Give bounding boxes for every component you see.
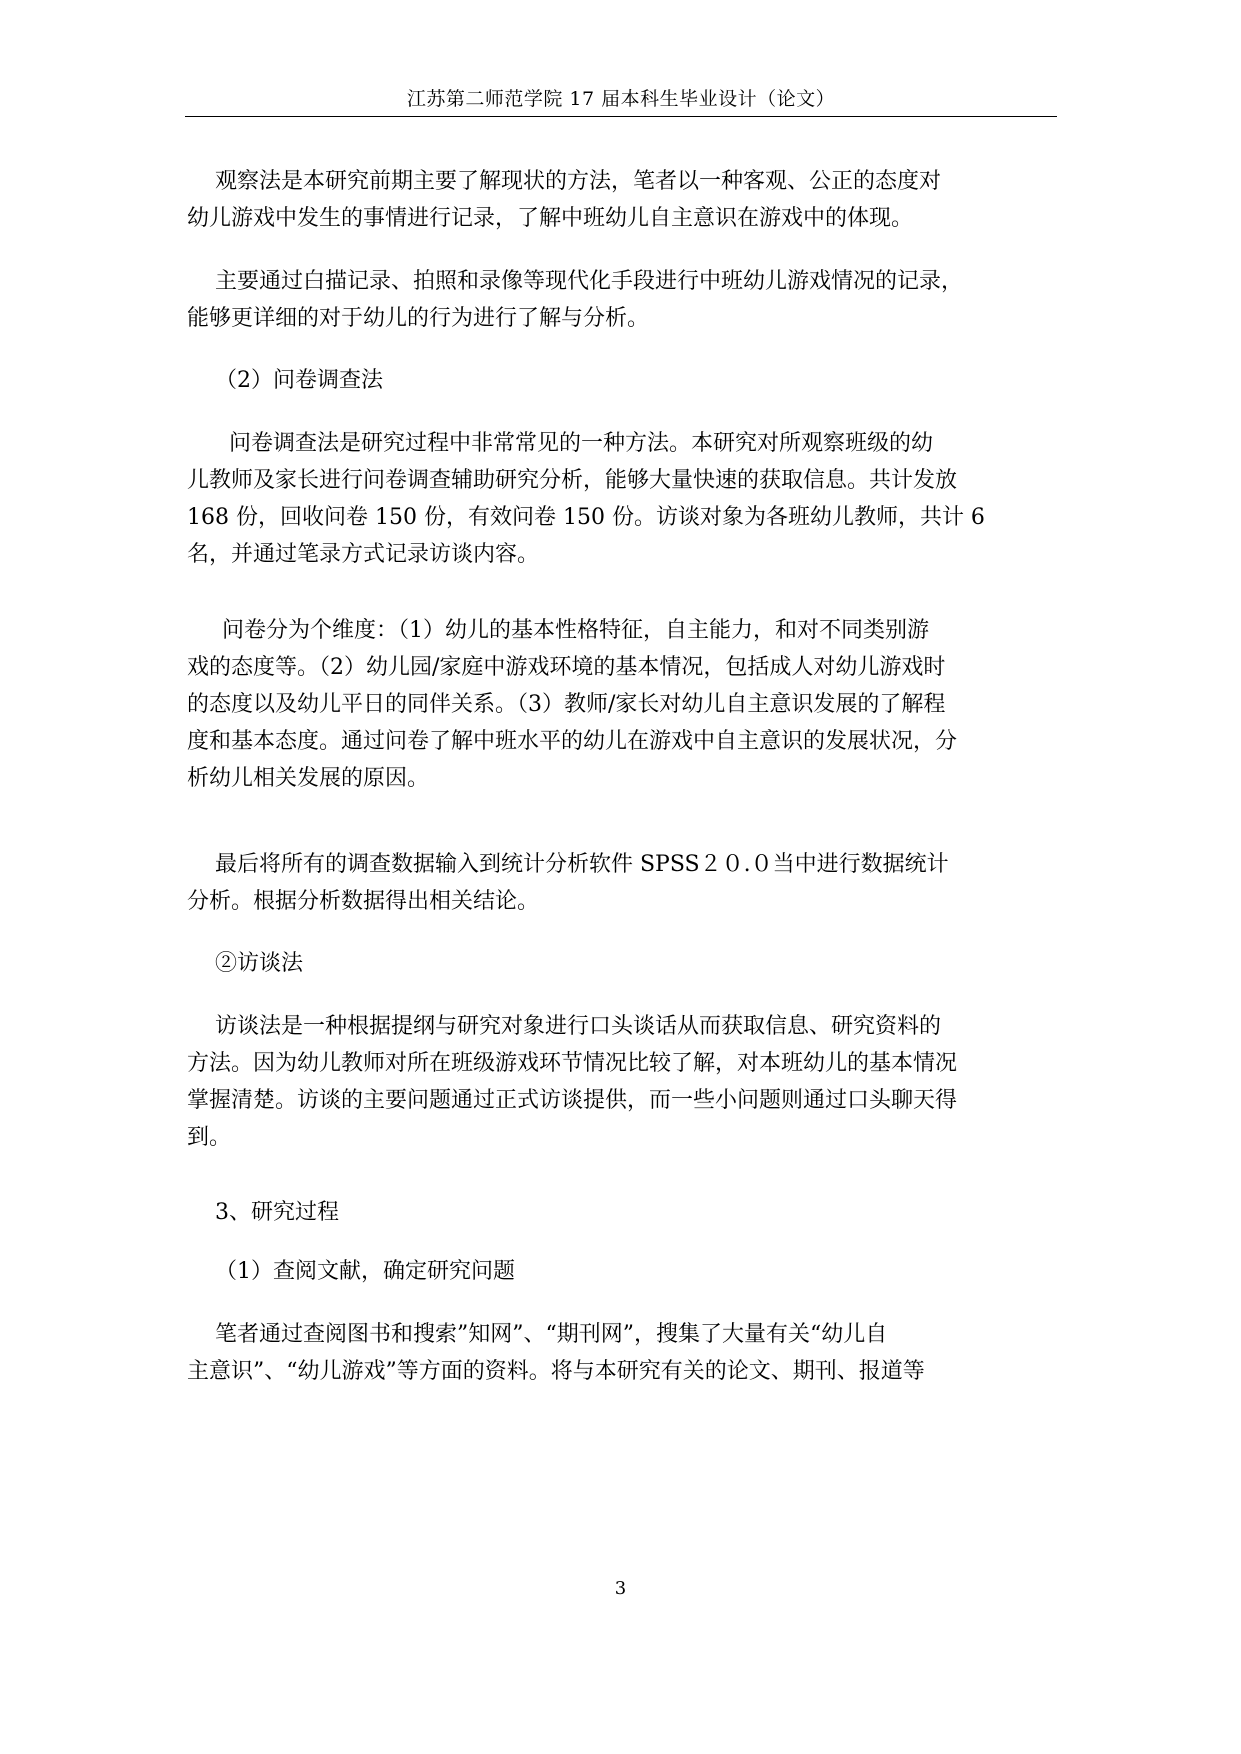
text-line: 最后将所有的调查数据输入到统计分析软件 SPSS２０.０当中进行数据统计 [187, 852, 949, 877]
text-line: 到。 [187, 1125, 232, 1150]
text-line: 168 份，回收问卷 150 份，有效问卷 150 份。访谈对象为各班幼儿教师，共计 6 [187, 505, 985, 530]
text-line: 3、研究过程 [187, 1200, 339, 1225]
paragraph [187, 1194, 1055, 1231]
paragraph [187, 263, 1055, 337]
paragraph [187, 425, 1055, 573]
paragraph [187, 362, 1055, 399]
paragraph [187, 1253, 1055, 1290]
text-line: 度和基本态度。通过问卷了解中班水平的幼儿在游戏中自主意识的发展状况，分 [187, 729, 958, 754]
text-line: 访谈法是一种根据提纲与研究对象进行口头谈话从而获取信息、研究资料的 [187, 1014, 941, 1039]
text-line: 戏的态度等。（2）幼儿园/家庭中游戏环境的基本情况，包括成人对幼儿游戏时 [187, 655, 946, 680]
text-line: 名，并通过笔录方式记录访谈内容。 [187, 542, 540, 567]
text-line: 分析。根据分析数据得出相关结论。 [187, 889, 540, 914]
text-line: ②访谈法 [187, 951, 303, 976]
text-line: 问卷调查法是研究过程中非常常见的一种方法。本研究对所观察班级的幼 [187, 431, 933, 456]
text-line: 主意识”、“幼儿游戏”等方面的资料。将与本研究有关的论文、期刊、报道等 [187, 1359, 925, 1384]
paragraph [187, 612, 1055, 797]
text-line: 析幼儿相关发展的原因。 [187, 766, 430, 791]
paragraph [187, 846, 1055, 920]
text-line: 幼儿游戏中发生的事情进行记录，了解中班幼儿自主意识在游戏中的体现。 [187, 206, 914, 231]
paragraph [187, 1008, 1055, 1156]
text-line: 主要通过白描记录、拍照和录像等现代化手段进行中班幼儿游戏情况的记录， [187, 269, 963, 294]
text-line: 观察法是本研究前期主要了解现状的方法，笔者以一种客观、公正的态度对 [187, 169, 941, 194]
text-line: （2）问卷调查法 [187, 368, 383, 393]
paragraph [187, 1316, 1055, 1390]
text-line: 方法。因为幼儿教师对所在班级游戏环节情况比较了解，对本班幼儿的基本情况 [187, 1051, 958, 1076]
text-line: 掌握清楚。访谈的主要问题通过正式访谈提供，而一些小问题则通过口头聊天得 [187, 1088, 958, 1113]
text-line: 能够更详细的对于幼儿的行为进行了解与分析。 [187, 306, 650, 331]
header-rule [185, 116, 1057, 117]
paragraph [187, 163, 1055, 237]
paragraph [187, 945, 1055, 982]
text-line: 儿教师及家长进行问卷调查辅助研究分析，能够大量快速的获取信息。共计发放 [187, 468, 958, 493]
text-line: （1）查阅文献，确定研究问题 [187, 1259, 515, 1284]
running-header: 江苏第二师范学院 17 届本科生毕业设计（论文） [406, 88, 836, 110]
page-number: 3 [614, 1578, 627, 1599]
text-line: 问卷分为个维度：（1）幼儿的基本性格特征，自主能力，和对不同类别游 [187, 618, 929, 643]
text-line: 的态度以及幼儿平日的同伴关系。（3）教师/家长对幼儿自主意识发展的了解程 [187, 692, 946, 717]
text-line: 笔者通过查阅图书和搜索”知网”、“期刊网”，搜集了大量有关“幼儿自 [187, 1322, 888, 1347]
